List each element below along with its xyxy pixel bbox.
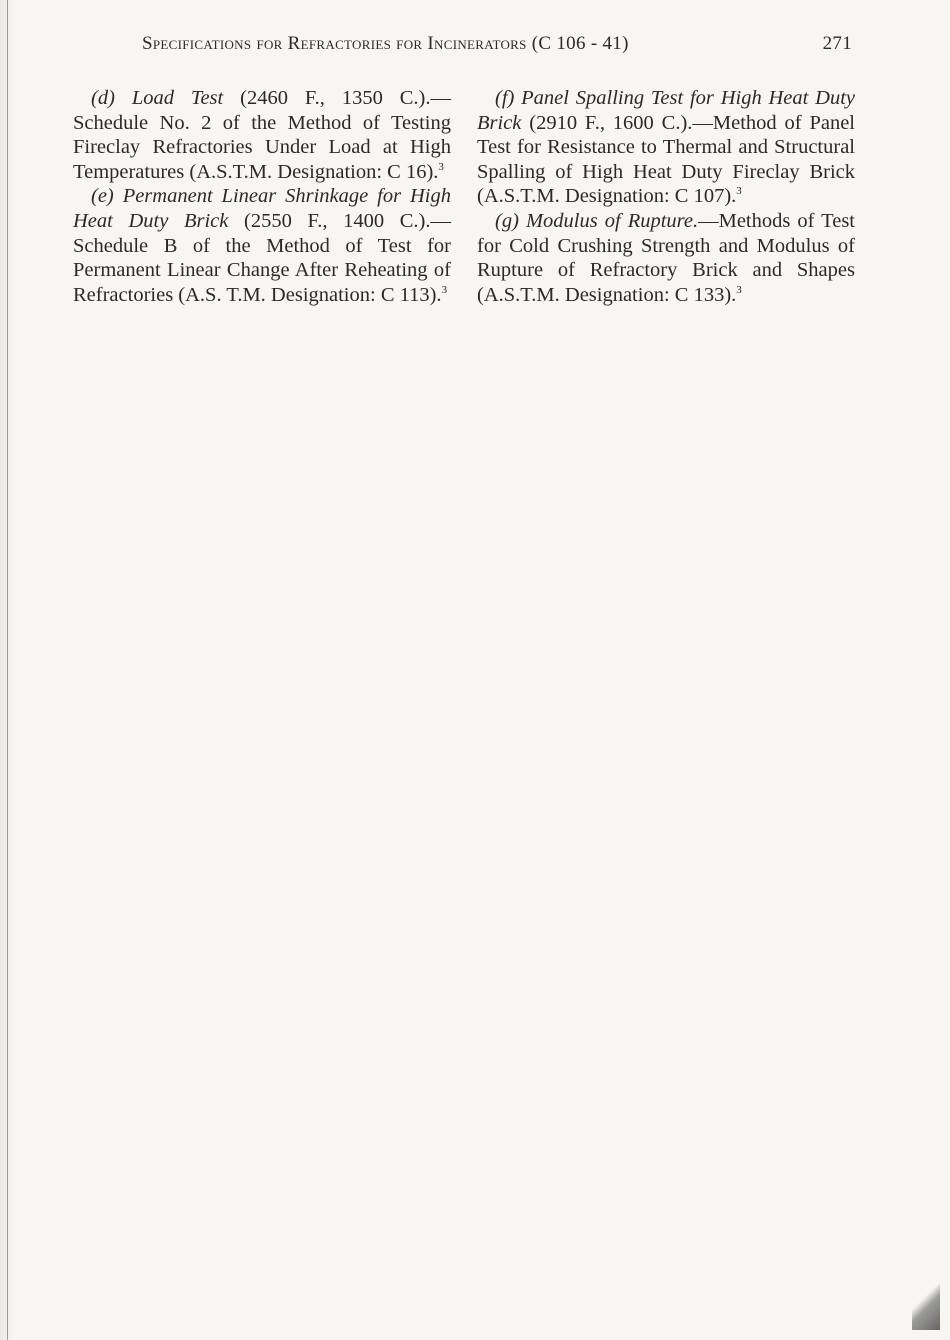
entry-label: (d) xyxy=(91,87,115,109)
test-entry-e xyxy=(73,184,451,307)
test-entry-d xyxy=(73,86,451,184)
page-number: 271 xyxy=(822,33,852,54)
entry-subject: Load Test xyxy=(131,87,224,109)
entry-text: (2910 F., 1600 C.).—Method of Panel Test for Resistance to Thermal and Structural Spalling of High Heat Duty Fireclay Brick (A.S.T.M. Designation: C 107). xyxy=(477,111,855,208)
page-corner-shadow xyxy=(912,1270,940,1330)
test-entry-f xyxy=(477,86,855,209)
entry-subject: Permanent Linear Shrinkage for High Heat Duty Brick xyxy=(73,185,452,232)
running-header xyxy=(142,33,852,63)
entry-label: (e) xyxy=(91,185,114,208)
footnote-marker: 3 xyxy=(441,283,448,296)
binding-edge-line xyxy=(7,0,8,1340)
footnote-marker: 3 xyxy=(438,160,444,173)
entry-text: (2550 F., 1400 C.).—Schedule B of the Method of Test for Permanent Linear Change After Reheating of Refractories (A.S. T.M. Designation: C 113). xyxy=(73,209,452,306)
entry-label: (g) xyxy=(495,209,519,232)
running-header-title: Specifications for Refractories for Incinerators (C 106 - 41) xyxy=(142,33,629,54)
entry-subject: Modulus of Rupture. xyxy=(525,209,699,232)
footnote-marker: 3 xyxy=(736,185,742,198)
entry-text: —Methods of Test for Cold Crushing Strength and Modulus of Rupture of Refractory Brick and Shapes (A.S.T.M. Designation: C 133). xyxy=(477,209,855,306)
test-entry-g xyxy=(477,209,855,307)
right-column xyxy=(477,86,855,307)
entry-text: (2460 F., 1350 C.).—Schedule No. 2 of the Method of Testing Fireclay Refractories Under Load at High Temperatures (A.S.T.M. Designation: C 16). xyxy=(73,87,452,183)
entry-label: (f) xyxy=(495,87,515,109)
left-column xyxy=(73,86,451,307)
entry-subject: Panel Spalling Test for High Heat Duty Brick xyxy=(477,87,855,134)
footnote-marker: 3 xyxy=(736,283,742,296)
